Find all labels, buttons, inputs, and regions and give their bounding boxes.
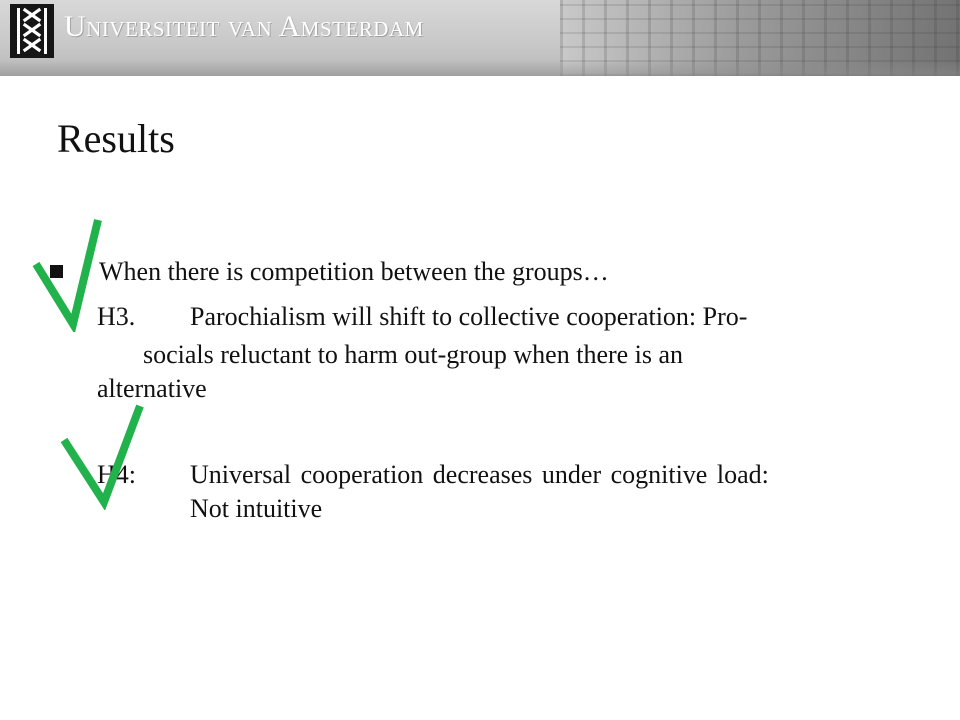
h3-text-line-1: Parochialism will shift to collective cooperation: Pro- bbox=[190, 302, 748, 331]
banner-shade bbox=[0, 60, 960, 76]
header-banner bbox=[0, 0, 960, 76]
h3-text-line-3: alternative bbox=[97, 374, 207, 403]
slide-title: Results bbox=[57, 116, 175, 161]
check-mark-icon bbox=[58, 402, 158, 510]
h4-label: H4: bbox=[97, 460, 136, 489]
h4-text-line-2: Not intuitive bbox=[190, 494, 323, 523]
h3-label: H3. bbox=[97, 302, 136, 331]
bullet-text: When there is competition between the groups… bbox=[99, 257, 609, 286]
university-name: Universiteit van Amsterdam bbox=[64, 10, 424, 43]
check-mark-icon bbox=[26, 212, 126, 332]
h4-text-line-1: Universal cooperation decreases under cognitive load: bbox=[190, 460, 769, 489]
h3-text-line-2: socials reluctant to harm out-group when there is an bbox=[143, 340, 684, 369]
uva-crosses-logo-icon bbox=[10, 4, 54, 58]
